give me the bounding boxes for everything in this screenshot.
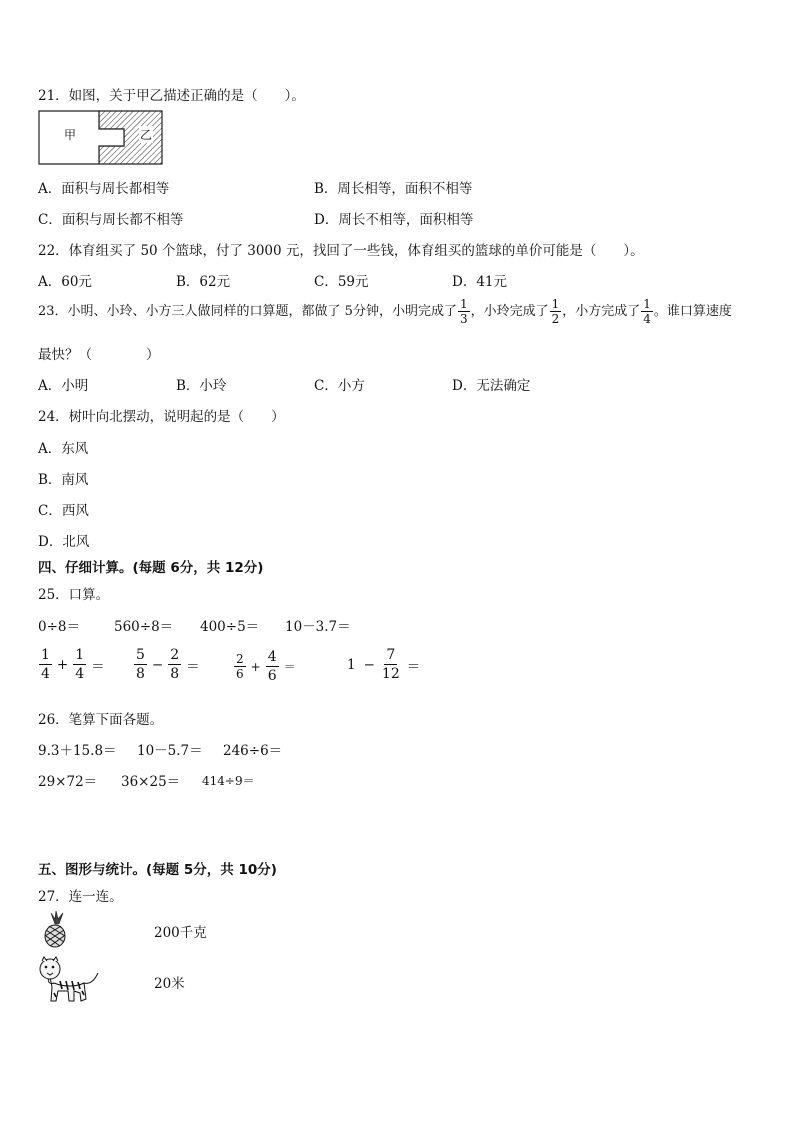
q23-line1 — [38, 298, 732, 325]
q21-stem: 21．如图，关于甲乙描述正确的是（ ）。 — [38, 88, 305, 104]
figure-label-a: 甲 — [64, 128, 77, 142]
q25-item-4: 10－3.7＝ — [285, 619, 351, 635]
q23-line2: 最快？（ ） — [38, 347, 160, 363]
q23-text-4: 。谁口算速度 — [653, 304, 732, 319]
q23-text-1: 23．小明、小玲、小方三人做同样的口算题，都做了 5分钟，小明完成了 — [38, 304, 457, 319]
q23-text-2: ，小玲完成了 — [470, 304, 549, 319]
fraction-one-third: $\frac{1}{3}$ — [459, 297, 468, 326]
q25-fraction-item-4: 1 − $\frac{7}{12}$ ＝ — [347, 647, 421, 682]
q22-stem: 22．体育组买了 50 个篮球，付了 3000 元，找回了一些钱，体育组买的篮球的单价可能是（ ）。 — [38, 243, 644, 259]
q24-option-d: D．北风 — [38, 534, 90, 550]
q22-option-a: A．60元 — [38, 274, 92, 290]
fraction: $\frac{2}{8}$ — [170, 647, 180, 682]
q21-option-b: B．周长相等，面积不相等 — [314, 181, 473, 197]
fraction: $\frac{4}{6}$ — [267, 649, 277, 684]
q27-stem: 27．连一连。 — [38, 889, 123, 905]
fraction: $\frac{5}{8}$ — [136, 647, 145, 682]
q25-fraction-item-2: $\frac{5}{8}$ − $\frac{2}{8}$ ＝ — [136, 647, 200, 682]
q23-option-a: A．小明 — [38, 378, 89, 394]
q26-stem: 26．笔算下面各题。 — [38, 712, 164, 728]
fraction: $\frac{7}{12}$ — [381, 647, 400, 682]
tiger-icon — [36, 955, 102, 1007]
q21-option-a: A．面积与周长都相等 — [38, 181, 170, 197]
q25-item-2: 560÷8＝ — [114, 619, 174, 635]
q21-option-c: C．面积与周长都不相等 — [38, 212, 184, 228]
q25-item-1: 0÷8＝ — [38, 619, 80, 635]
q25-stem: 25．口算。 — [38, 587, 110, 603]
q23-text-3: ，小方完成了 — [562, 304, 641, 319]
q23-option-c: C．小方 — [314, 378, 365, 394]
q23-option-b: B．小玲 — [176, 378, 227, 394]
q26-item-5: 36×25＝ — [121, 774, 181, 790]
q22-option-b: B．62元 — [176, 274, 231, 290]
q23-option-d: D．无法确定 — [452, 378, 531, 394]
q25-item-3: 400÷5＝ — [200, 619, 260, 635]
fraction-one-half: $\frac{1}{2}$ — [551, 297, 560, 326]
q25-fraction-item-1: $\frac{1}{4}$ + $\frac{1}{4}$ ＝ — [41, 647, 105, 682]
q26-item-4: 29×72＝ — [38, 774, 98, 790]
q24-stem: 24．树叶向北摆动，说明起的是（ ） — [38, 409, 285, 425]
section-5-title: 五、图形与统计。(每题 5分，共 10分) — [38, 862, 277, 878]
fraction: $\frac{1}{4}$ — [41, 647, 50, 682]
fraction: $\frac{2}{6}$ — [236, 652, 244, 681]
fraction: $\frac{1}{4}$ — [75, 647, 85, 682]
figure-label-b: 乙 — [140, 128, 153, 142]
q25-fraction-item-3: $\frac{2}{6}$ + $\frac{4}{6}$ ＝ — [236, 649, 296, 684]
q27-item-2-label: 20米 — [154, 976, 185, 992]
q22-option-d: D．41元 — [452, 274, 508, 290]
q26-item-6: 414÷9＝ — [202, 774, 255, 788]
q21-option-d: D．周长不相等，面积相等 — [314, 212, 474, 228]
fraction-one-quarter: $\frac{1}{4}$ — [643, 297, 651, 326]
q24-option-b: B．南风 — [38, 472, 89, 488]
q22-option-c: C．59元 — [314, 274, 369, 290]
pineapple-icon — [38, 910, 72, 948]
q26-item-3: 246÷6＝ — [223, 743, 283, 759]
section-4-title: 四、仔细计算。(每题 6分，共 12分) — [38, 560, 264, 576]
q27-item-1-label: 200千克 — [154, 925, 207, 941]
q24-option-c: C．西风 — [38, 503, 89, 519]
q26-item-2: 10－5.7＝ — [137, 743, 203, 759]
q24-option-a: A．东风 — [38, 441, 89, 457]
q26-item-1: 9.3＋15.8＝ — [38, 743, 117, 759]
